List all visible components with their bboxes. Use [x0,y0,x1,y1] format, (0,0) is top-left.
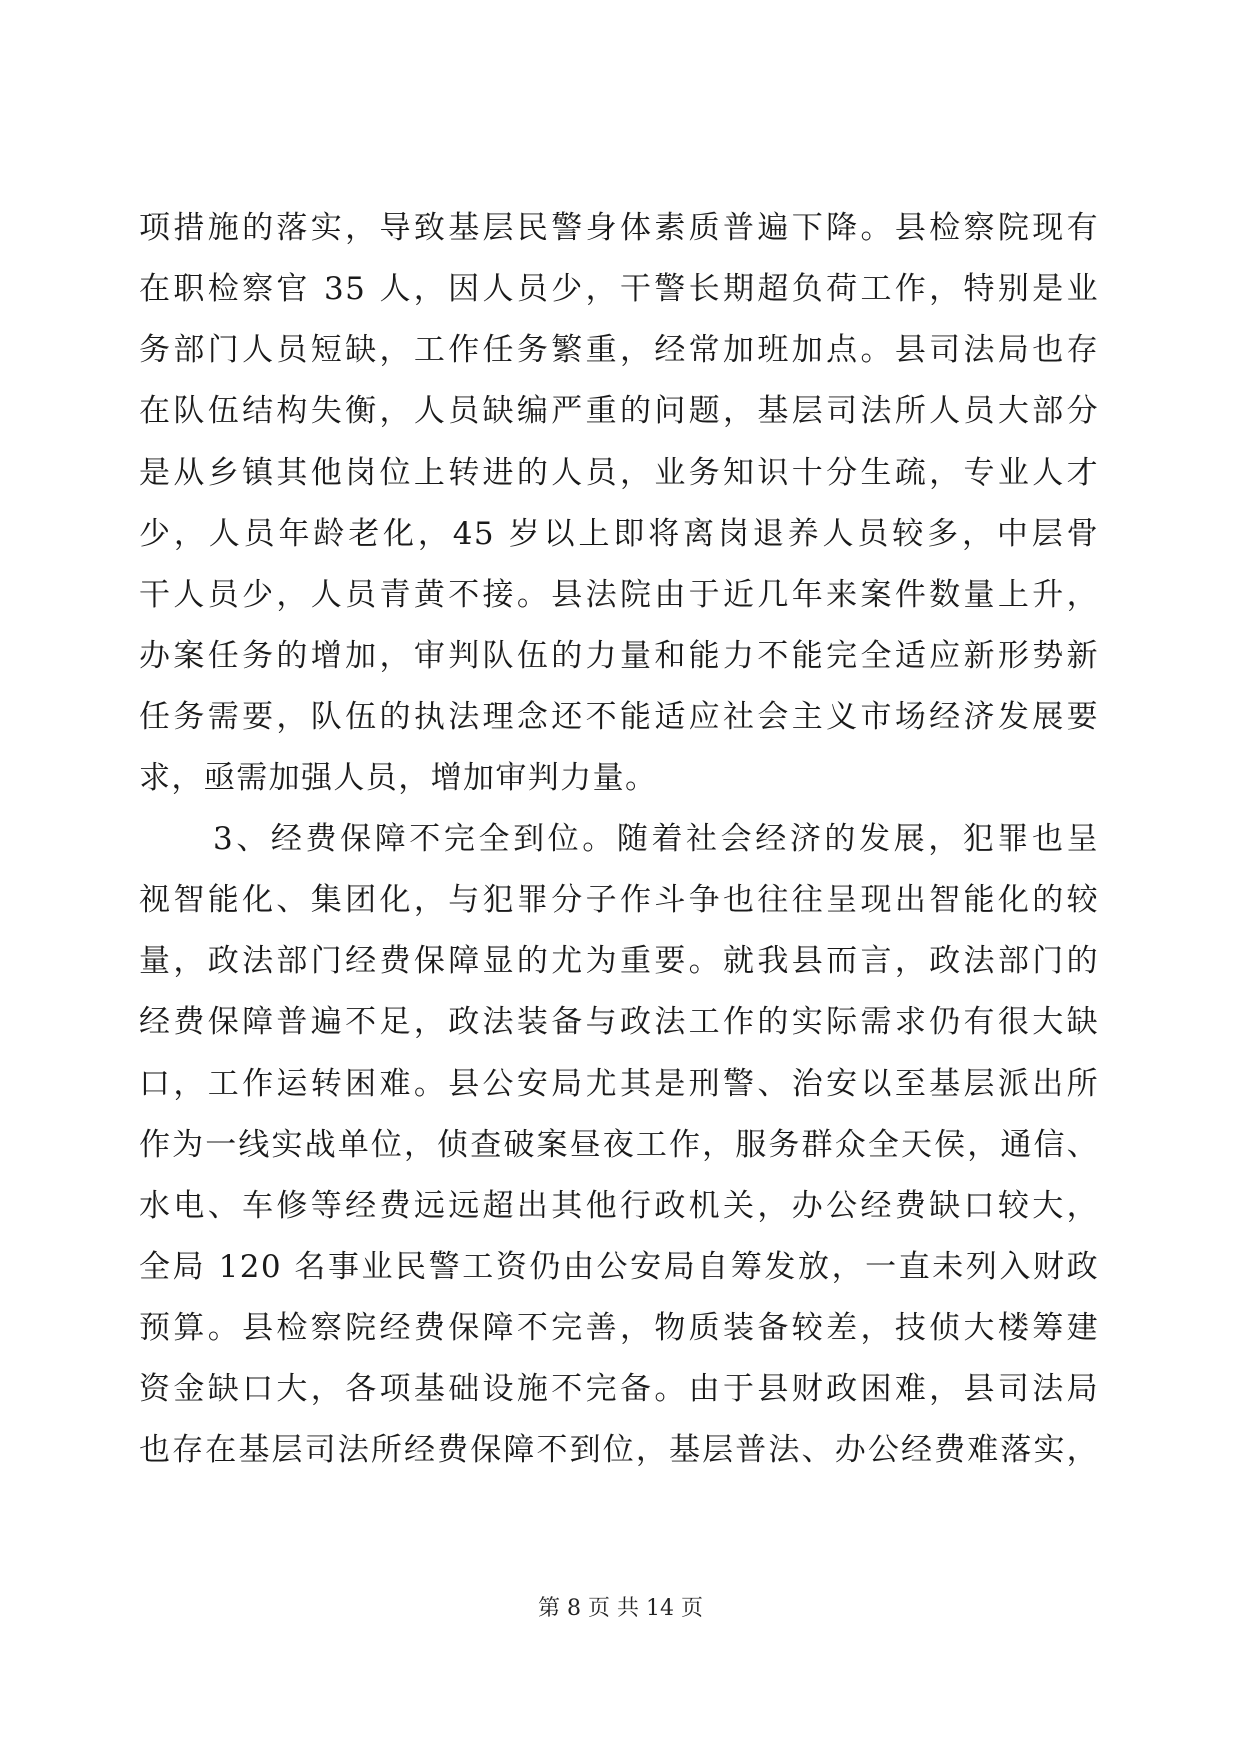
body-text-line: 也存在基层司法所经费保障不到位，基层普法、办公经费难落实， [139,1432,1099,1468]
body-text-line: 水电、车修等经费远远超出其他行政机关，办公经费缺口较大， [139,1188,1099,1224]
section-heading-line: 3、经费保障不完全到位。随着社会经济的发展，犯罪也呈 [213,821,1099,857]
body-text-line: 办案任务的增加，审判队伍的力量和能力不能完全适应新形势新 [139,638,1099,674]
body-text-line: 预算。县检察院经费保障不完善，物质装备较差，技侦大楼筹建 [139,1310,1099,1346]
body-text-line: 求，亟需加强人员，增加审判力量。 [139,760,658,796]
body-text-line: 干人员少，人员青黄不接。县法院由于近几年来案件数量上升， [139,577,1099,613]
body-text-line: 作为一线实战单位，侦查破案昼夜工作，服务群众全天侯，通信、 [139,1127,1099,1163]
body-text-line: 任务需要，队伍的执法理念还不能适应社会主义市场经济发展要 [139,699,1099,735]
body-text-line: 少，人员年龄老化，45 岁以上即将离岗退养人员较多，中层骨 [139,516,1099,552]
body-text-line: 视智能化、集团化，与犯罪分子作斗争也往往呈现出智能化的较 [139,882,1099,918]
body-text-line: 务部门人员短缺，工作任务繁重，经常加班加点。县司法局也存 [139,332,1099,368]
body-text-line: 全局 120 名事业民警工资仍由公安局自筹发放，一直未列入财政 [139,1249,1099,1285]
body-text-line: 在队伍结构失衡，人员缺编严重的问题，基层司法所人员大部分 [139,393,1099,429]
body-text-line: 经费保障普遍不足，政法装备与政法工作的实际需求仍有很大缺 [139,1004,1099,1040]
body-text-line: 量，政法部门经费保障显的尤为重要。就我县而言，政法部门的 [139,943,1099,979]
body-text-line: 在职检察官 35 人，因人员少，干警长期超负荷工作，特别是业 [139,271,1099,307]
body-text-line: 口，工作运转困难。县公安局尤其是刑警、治安以至基层派出所 [139,1066,1099,1102]
body-text-line: 是从乡镇其他岗位上转进的人员，业务知识十分生疏，专业人才 [139,455,1099,491]
page-footer: 第 8 页 共 14 页 [538,1596,703,1621]
body-text-line: 项措施的落实，导致基层民警身体素质普遍下降。县检察院现有 [139,210,1099,246]
body-text-line: 资金缺口大，各项基础设施不完备。由于县财政困难，县司法局 [139,1371,1099,1407]
